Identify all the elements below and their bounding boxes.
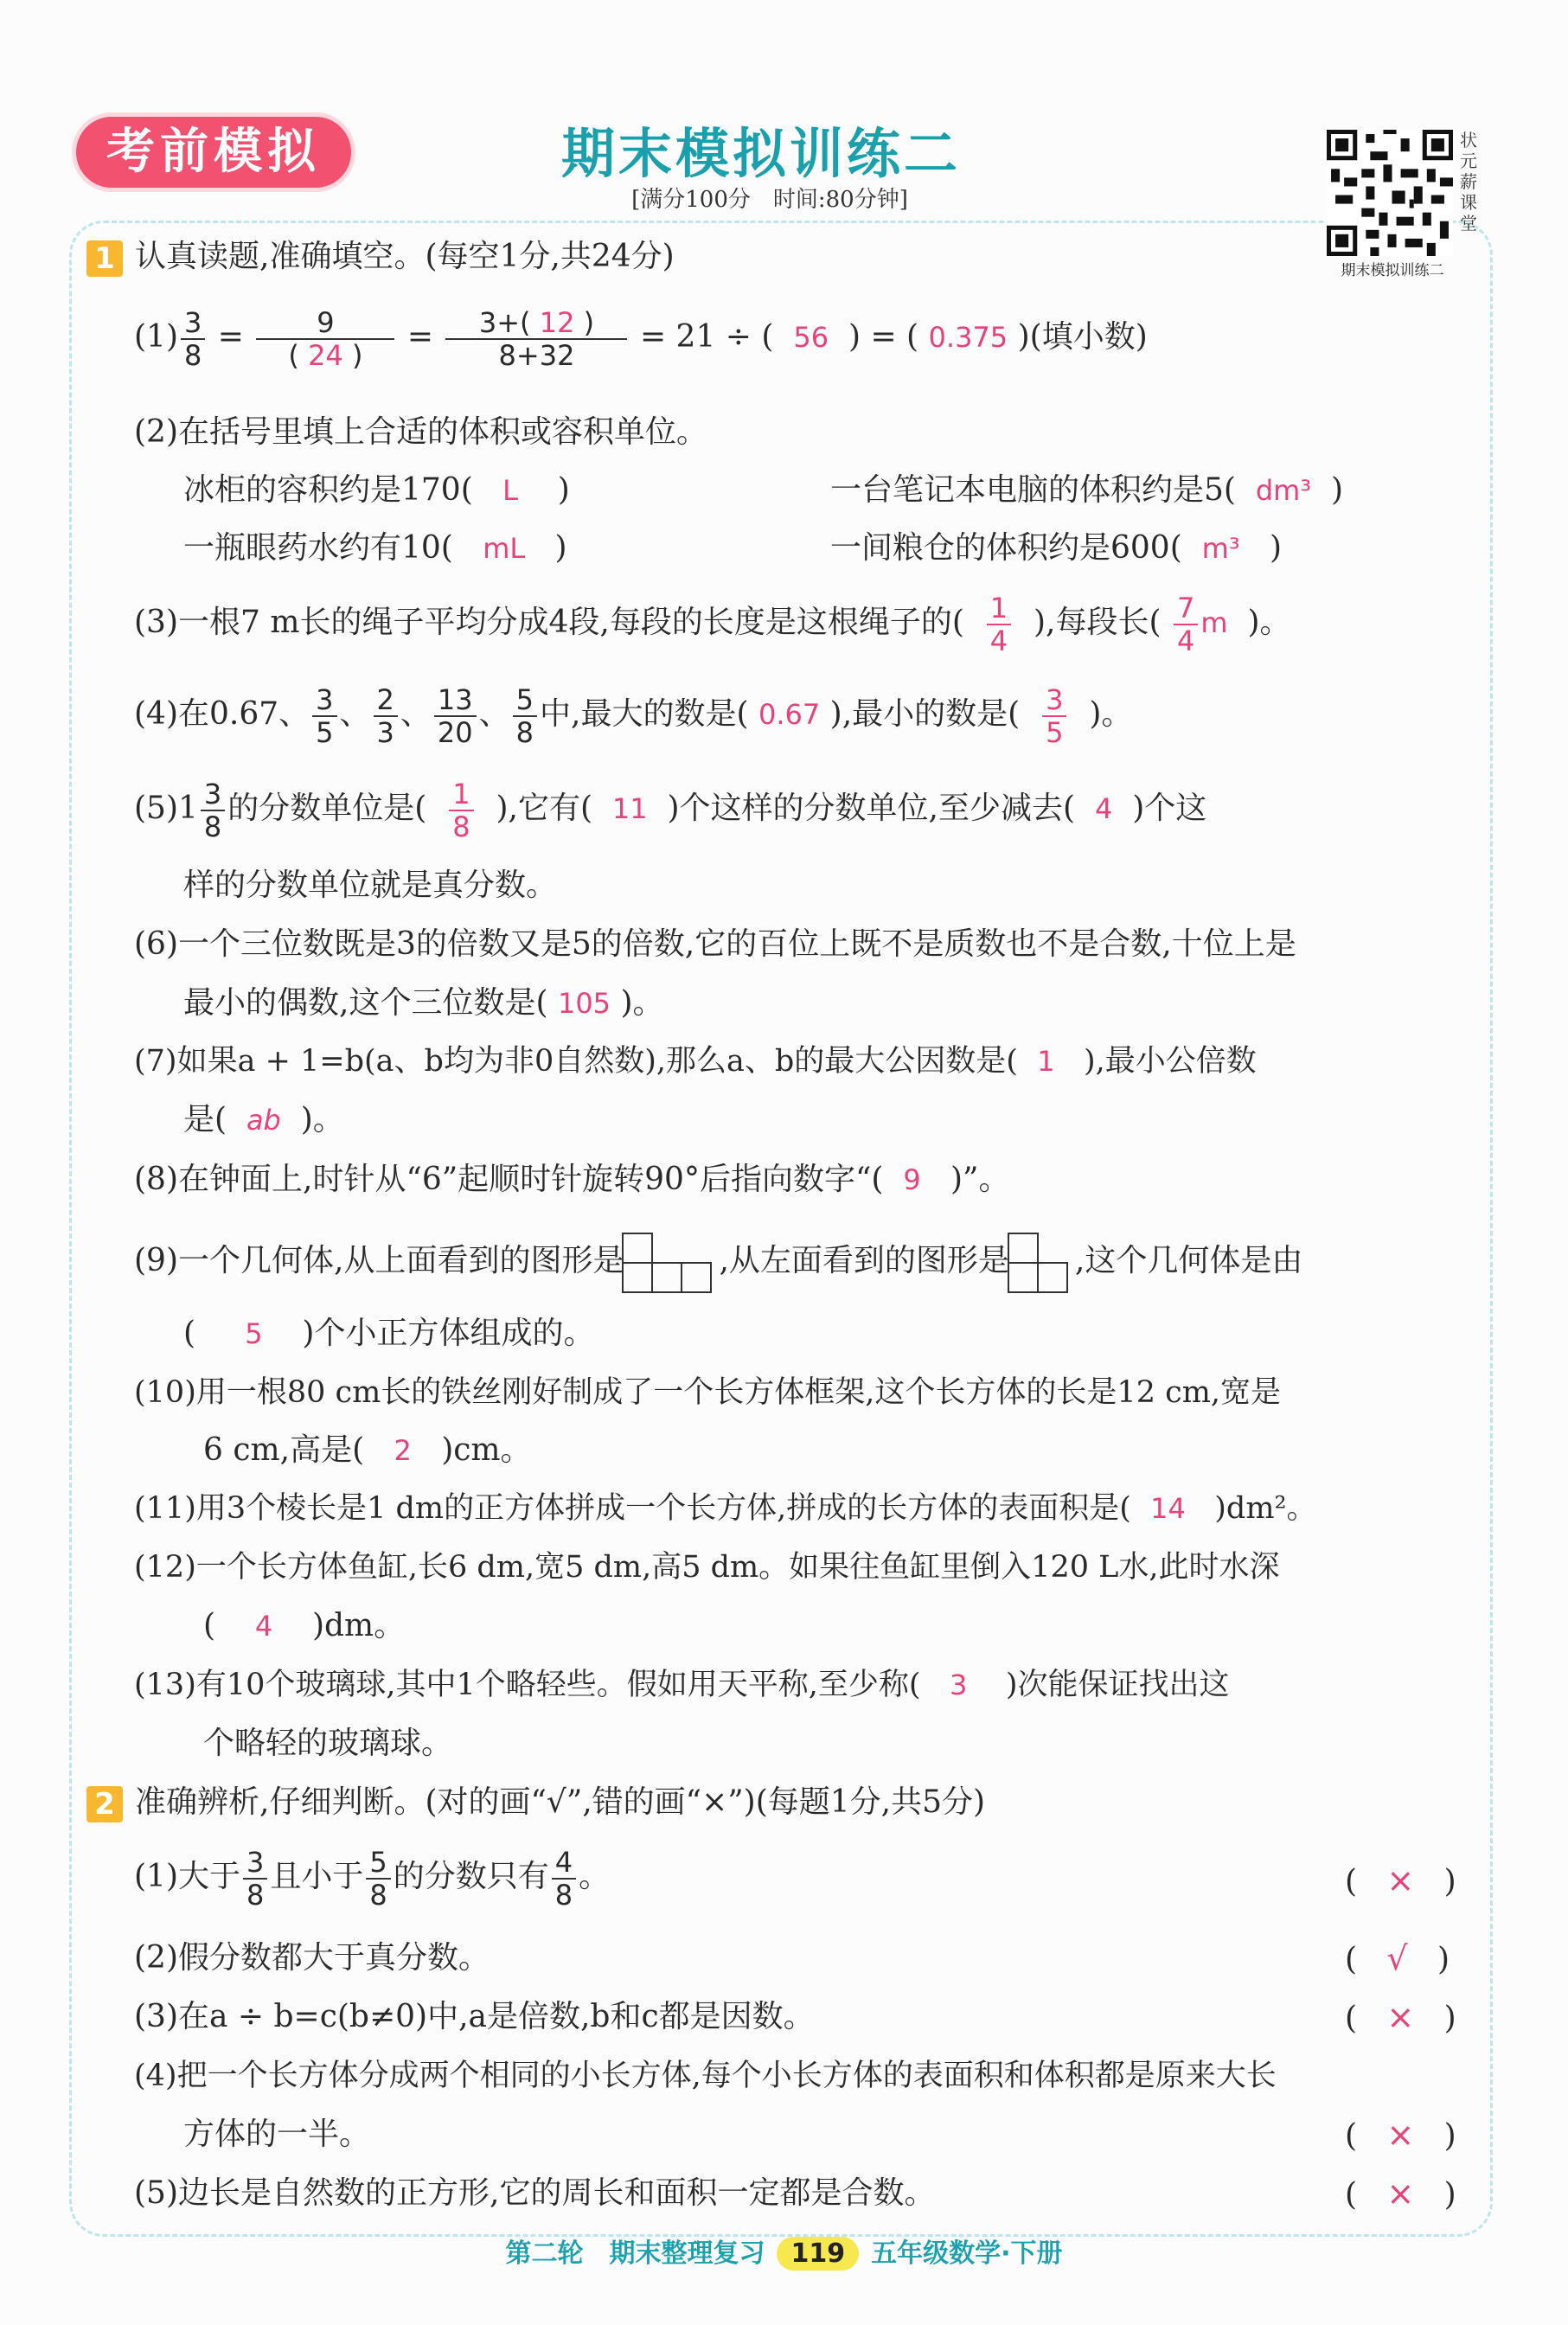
section-2-number: 2	[86, 1786, 123, 1822]
judge-question-5: (5)边长是自然数的正方形,它的周长和面积一定都是合数。	[134, 2175, 936, 2211]
answer: 3	[949, 1668, 968, 1701]
page-title: 期末模拟训练二	[560, 122, 961, 185]
answer: 56	[793, 321, 829, 354]
judge-answer-3: ( × )	[1345, 1998, 1456, 2036]
footer-left: 第二轮 期末整理复习	[505, 2239, 765, 2269]
question-1-13: (13)有10个玻璃球,其中1个略轻些。假如用天平称,至少称( 3 )次能保证找出这	[134, 1668, 1230, 1702]
judge-answer-2: ( √ )	[1345, 1939, 1450, 1977]
question-1-7: (7)如果a + 1=b(a、b均为非0自然数),那么a、b的最大公因数是( 1 ),最小公倍数	[134, 1044, 1257, 1079]
judge-question-4-line2: 方体的一半。	[183, 2117, 371, 2152]
answer: 5	[245, 1317, 263, 1350]
question-1-12: (12)一个长方体鱼缸,长6 dm,宽5 dm,高5 dm。如果往鱼缸里倒入120 L水,此时水深	[134, 1550, 1280, 1585]
answer-fraction: $\frac{1}{4}$	[987, 592, 1011, 657]
question-1-2-a: 冰柜的容积约是170( L )	[183, 472, 570, 508]
page-footer	[0, 2232, 1568, 2271]
answer: ab	[246, 1104, 281, 1137]
answer: 0.375	[928, 321, 1008, 354]
fraction: $\frac{3}{8}$	[201, 778, 225, 842]
question-1-12-line2: ( 4 )dm。	[203, 1608, 406, 1643]
question-1-1: (1) $\frac{3}{8}$ = $\frac{9}{( 24 )}$ = $\frac{3+( 12 )}{8+32}$ = 21 ÷ ( 56 ) = ( 0.375 )(填小数)	[134, 306, 1148, 372]
question-1-9: (9)一个几何体,从上面看到的图形是 ,从左面看到的图形是 ,这个几何体是由	[134, 1233, 1302, 1293]
answer-fraction: $\frac{3}{5}$	[1042, 684, 1066, 748]
section-1-heading	[86, 238, 675, 277]
section-1-number: 1	[86, 240, 123, 277]
fraction: $\frac{3}{8}$	[243, 1847, 267, 1911]
left-view-figure	[1009, 1233, 1075, 1293]
judge-question-1: (1)大于 $\frac{3}{8}$ 且小于 $\frac{5}{8}$ 的分数只有 $\frac{4}{8}$ 。	[134, 1846, 611, 1912]
question-1-2: (2)在括号里填上合适的体积或容积单位。	[134, 414, 707, 450]
fraction: $\frac{2}{3}$	[374, 684, 398, 748]
qr-side-text: 状元薪课堂	[1460, 130, 1477, 234]
question-1-8: (8)在钟面上,时针从“6”起顺时针旋转90°后指向数字“( 9 )”。	[134, 1162, 1010, 1197]
fraction: $\frac{3}{8}$	[181, 307, 205, 371]
answer: 14	[1150, 1492, 1186, 1525]
fraction: $\frac{3}{5}$	[312, 684, 336, 748]
fraction: $\frac{13}{20}$	[434, 684, 477, 748]
content-frame	[69, 221, 1493, 2237]
answer: dm³	[1255, 474, 1312, 507]
judge-answer-5: ( × )	[1345, 2174, 1456, 2213]
question-1-4: (4)在0.67、 $\frac{3}{5}$ 、 $\frac{2}{3}$ 、 $\frac{13}{20}$ 、 $\frac{5}{8}$ 中,最大的数是( 0.67 ),最小的数是( $\frac{3}{5}$ )。	[134, 683, 1133, 749]
answer: 2	[394, 1434, 412, 1467]
question-1-2-b: 一台笔记本电脑的体积约是5( dm³ )	[830, 472, 1344, 508]
answer: 4	[254, 1610, 273, 1643]
answer: 9	[903, 1163, 921, 1196]
judge-question-2: (2)假分数都大于真分数。	[134, 1940, 490, 1976]
fraction: $\frac{3+( 12 )}{8+32}$	[445, 307, 627, 371]
question-1-10-line2: 6 cm,高是( 2 )cm。	[203, 1432, 532, 1468]
answer: 24	[308, 339, 343, 372]
answer: mL	[483, 532, 526, 565]
qr-code-icon[interactable]	[1327, 130, 1453, 256]
qr-caption: 期末模拟训练二	[1341, 262, 1444, 279]
answer: 1	[1037, 1045, 1055, 1078]
question-1-6-line2: 最小的偶数,这个三位数是( 105 )。	[183, 985, 664, 1021]
question-label: (1)	[134, 319, 178, 355]
question-1-2-d: 一间粮仓的体积约是600( m³ )	[830, 530, 1283, 566]
question-1-10: (10)用一根80 cm长的铁丝刚好制成了一个长方体框架,这个长方体的长是12 cm,宽是	[134, 1375, 1282, 1410]
question-1-5: (5)1 $\frac{3}{8}$ 的分数单位是( $\frac{1}{8}$ ),它有( 11 )个这样的分数单位,至少减去( 4 )个这	[134, 778, 1207, 843]
fraction: $\frac{9}{( 24 )}$	[256, 307, 394, 371]
question-1-5-line2: 样的分数单位就是真分数。	[183, 868, 558, 903]
answer: 12	[539, 306, 575, 339]
question-1-13-line2: 个略轻的玻璃球。	[203, 1726, 453, 1761]
answer: L	[502, 474, 518, 507]
fraction: $\frac{4}{8}$	[552, 1847, 576, 1911]
footer-right: 五年级数学·下册	[871, 2239, 1063, 2269]
exam-badge: 考前模拟	[76, 117, 351, 188]
judge-answer-1: ( × )	[1345, 1861, 1456, 1899]
question-1-3: (3)一根7 m长的绳子平均分成4段,每段的长度是这根绳子的( $\frac{1}{4}$ ),每段长( $\frac{7}{4}$ m )。	[134, 592, 1291, 657]
answer: 0.67	[758, 698, 821, 731]
answer: m³	[1201, 532, 1240, 565]
fraction: $\frac{5}{8}$	[513, 684, 537, 748]
section-1-title: 认真读题,准确填空。(每空1分,共24分)	[135, 239, 675, 274]
page-subtitle: [满分100分 时间:80分钟]	[631, 187, 908, 213]
answer-fraction: $\frac{1}{8}$	[449, 778, 473, 842]
judge-answer-4: ( × )	[1345, 2116, 1456, 2154]
judge-question-3: (3)在a ÷ b=c(b≠0)中,a是倍数,b和c都是因数。	[134, 1999, 815, 2034]
answer: 4	[1094, 792, 1113, 825]
answer-fraction: $\frac{7}{4}$	[1174, 592, 1198, 657]
question-1-2-c: 一瓶眼药水约有10( mL )	[183, 530, 567, 566]
fraction: $\frac{5}{8}$	[366, 1847, 390, 1911]
question-1-6: (6)一个三位数既是3的倍数又是5的倍数,它的百位上既不是质数也不是合数,十位上是	[134, 926, 1296, 962]
question-1-7-line2: 是( ab )。	[183, 1102, 344, 1137]
question-1-9-line2: ( 5 )个小正方体组成的。	[183, 1316, 595, 1351]
top-view-figure	[624, 1233, 719, 1293]
page-number: 119	[777, 2237, 859, 2271]
answer: 11	[611, 792, 648, 825]
section-2-title: 准确辨析,仔细判断。(对的画“√”,错的画“×”)(每题1分,共5分)	[135, 1784, 986, 1820]
judge-question-4: (4)把一个长方体分成两个相同的小长方体,每个小长方体的表面积和体积都是原来大长	[134, 2059, 1277, 2093]
answer: 105	[557, 987, 611, 1020]
section-2-heading	[86, 1784, 985, 1822]
question-1-11: (11)用3个棱长是1 dm的正方体拼成一个长方体,拼成的长方体的表面积是( 14 )dm²。	[134, 1491, 1317, 1526]
